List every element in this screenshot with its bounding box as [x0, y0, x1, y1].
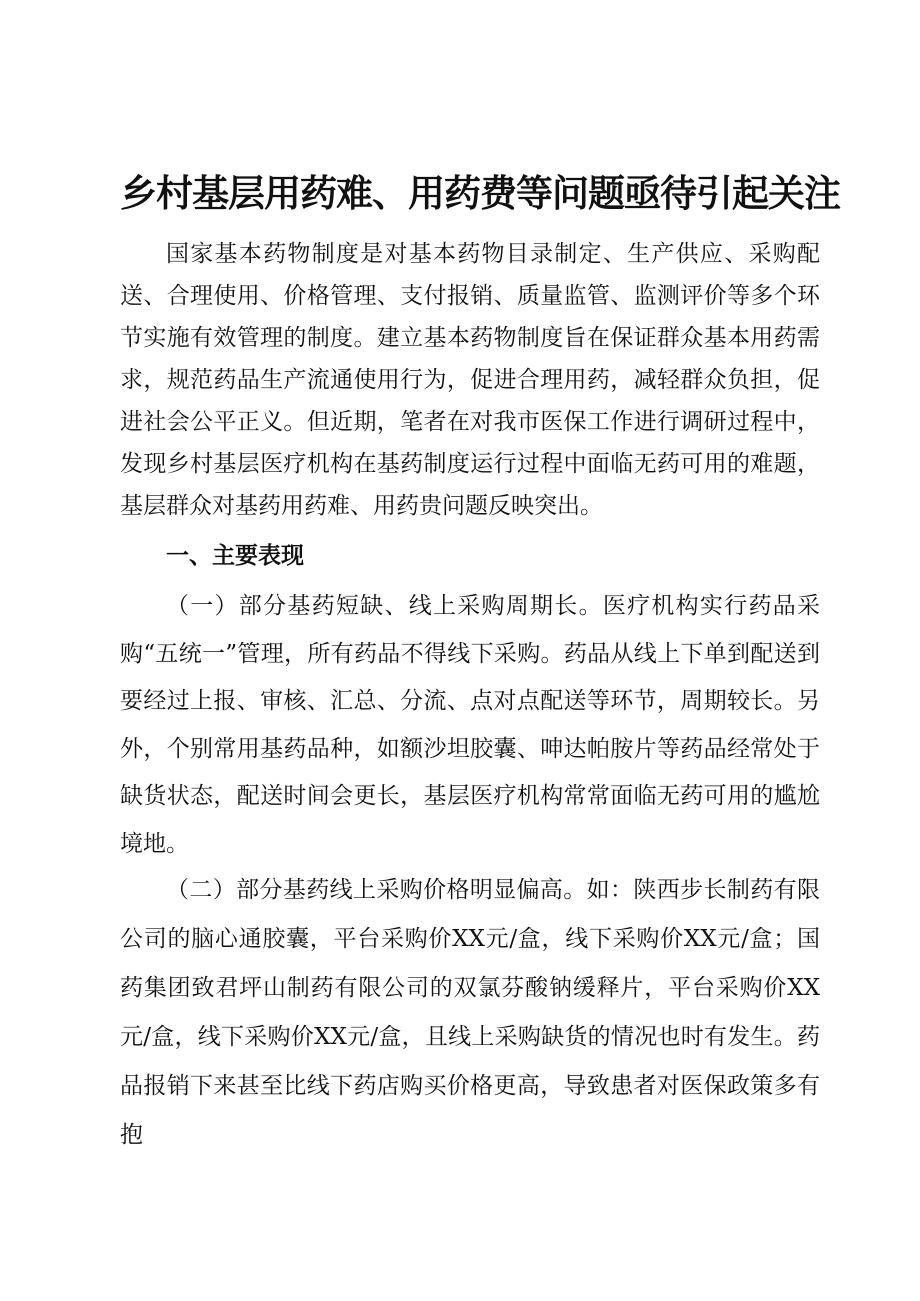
document-title: 乡村基层用药难、用药费等问题亟待引起关注: [120, 172, 840, 215]
intro-paragraph: 国家基本药物制度是对基本药物目录制定、生产供应、采购配送、合理使用、价格管理、支付报销、质量监管、监测评价等多个环节实施有效管理的制度。建立基本药物制度旨在保证群众基本用药需求，规范药品生产流通使用行为，促进合理用药，减轻群众负担，促进社会公平正义。但近期，笔者在对我市医保工作进行调研过程中，发现乡村基层医疗机构在基药制度运行过程中面临无药可用的难题，基层群众对基药用药难、用药贵问题反映突出。: [120, 241, 820, 519]
section-heading: 一、主要表现: [166, 543, 304, 569]
body-paragraph-1: （一）部分基药短缺、线上采购周期长。医疗机构实行药品采购“五统一”管理，所有药品不得线下采购。药品从线上下单到配送到要经过上报、审核、汇总、分流、点对点配送等环节，周期较长。另外，个别常用基药品种，如额沙坦胶囊、呻达帕胺片等药品经常处于缺货状态，配送时间会更长，基层医疗机构常常面临无药可用的尴尬境地。: [120, 593, 820, 857]
body-paragraph-2: （二）部分基药线上采购价格明显偏高。如：陕西步长制药有限公司的脑心通胶囊，平台采购价XX元/盒，线下采购价XX元/盒；国药集团致君坪山制药有限公司的双氯芬酸钠缓释片，平台采购价XX元/盒，线下采购价XX元/盒，且线上采购缺货的情况也时有发生。药品报销下来甚至比线下药店购买价格更高，导致患者对医保政策多有抱: [120, 877, 820, 1148]
